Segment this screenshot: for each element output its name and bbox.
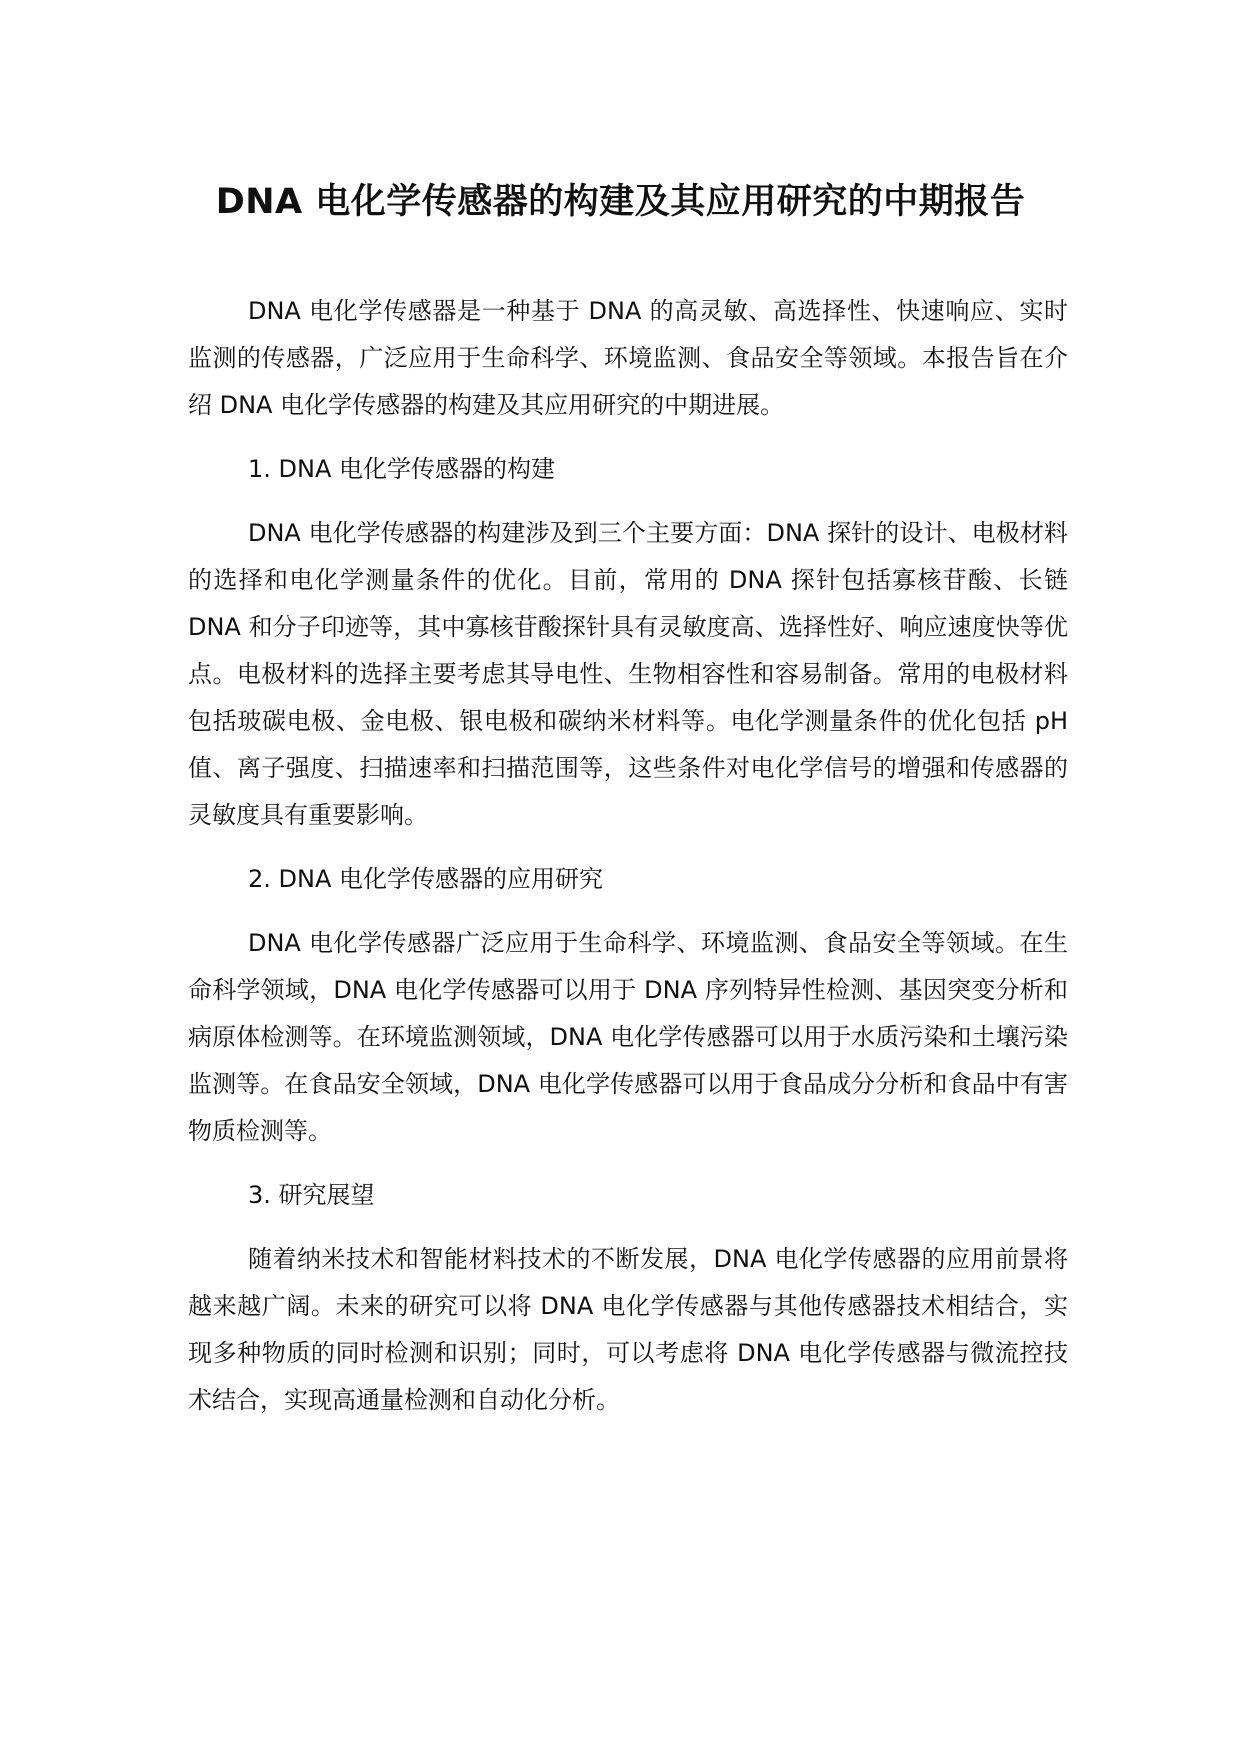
section-paragraph: DNA 电化学传感器的构建涉及到三个主要方面：DNA 探针的设计、电极材料的选择和电化学测量条件的优化。目前，常用的 DNA 探针包括寡核苷酸、长链 DNA 和分子印迹等，其中寡核苷酸探针具有灵敏度高、选择性好、响应速度快等优点。电极材料的选择主要考虑其导电性、生物相容性和容易制备。常用的电极材料包括玻碳电极、金电极、银电极和碳纳米材料等。电化学测量条件的优化包括 pH 值、离子强度、扫描速率和扫描范围等，这些条件对电化学信号的增强和传感器的灵敏度具有重要影响。: [188, 519, 1068, 829]
section-applications: [188, 856, 1068, 1155]
section-heading: 3. 研究展望: [248, 1181, 375, 1209]
intro-paragraph: DNA 电化学传感器是一种基于 DNA 的高灵敏、高选择性、快速响应、实时监测的传感器，广泛应用于生命科学、环境监测、食品安全等领域。本报告旨在介绍 DNA 电化学传感器的构建及其应用研究的中期进展。: [188, 297, 1068, 419]
section-paragraph: 随着纳米技术和智能材料技术的不断发展，DNA 电化学传感器的应用前景将越来越广阔。未来的研究可以将 DNA 电化学传感器与其他传感器技术相结合，实现多种物质的同时检测和识别；同时，可以考虑将 DNA 电化学传感器与微流控技术结合，实现高通量检测和自动化分析。: [188, 1245, 1068, 1414]
section-heading: 1. DNA 电化学传感器的构建: [248, 455, 556, 483]
section-outlook: [188, 1172, 1068, 1424]
section-heading: 2. DNA 电化学传感器的应用研究: [248, 865, 604, 893]
document-title: DNA 电化学传感器的构建及其应用研究的中期报告: [215, 182, 1026, 222]
section-paragraph: DNA 电化学传感器广泛应用于生命科学、环境监测、食品安全等领域。在生命科学领域，DNA 电化学传感器可以用于 DNA 序列特异性检测、基因突变分析和病原体检测等。在环境监测领域，DNA 电化学传感器可以用于水质污染和土壤污染监测等。在食品安全领域，DNA 电化学传感器可以用于食品成分分析和食品中有害物质检测等。: [188, 929, 1068, 1145]
document-body: [188, 288, 1068, 1441]
section-construction: [188, 446, 1068, 839]
